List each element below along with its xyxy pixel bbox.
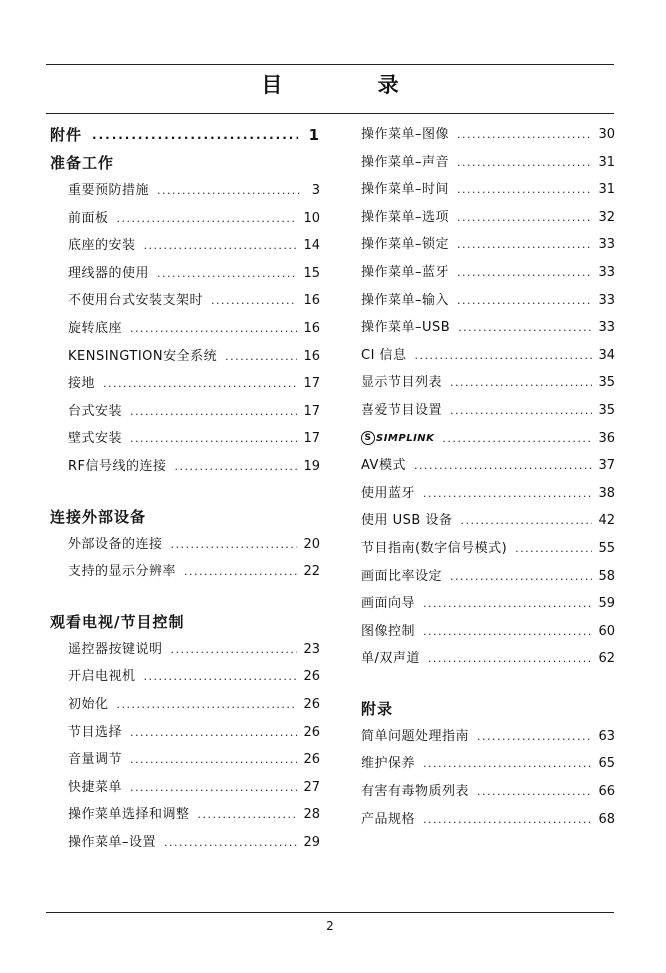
toc-entry-label: RF信号线的连接 [68, 458, 167, 474]
toc-page-number: 16 [303, 293, 320, 309]
dot-leader [164, 829, 297, 857]
toc-page-number: 20 [303, 536, 320, 552]
toc-page-number: 59 [598, 596, 615, 612]
toc-entry[interactable] [50, 287, 320, 315]
toc-entry[interactable] [50, 398, 320, 426]
toc-entry-label: 不使用台式安装支架时 [68, 293, 204, 309]
toc-page-number: 26 [303, 669, 320, 685]
toc-entry[interactable] [50, 205, 320, 233]
toc-entry-label: 画面比率设定 [361, 568, 443, 584]
toc-entry[interactable] [361, 121, 615, 149]
top-rule [46, 64, 614, 65]
toc-entry[interactable] [361, 287, 615, 315]
dot-leader [515, 535, 592, 563]
toc-entry[interactable] [361, 750, 615, 778]
dot-leader [92, 121, 298, 149]
toc-entry[interactable] [361, 231, 615, 259]
toc-page-number: 32 [598, 209, 615, 225]
toc-entry-label: 支持的显示分辨率 [68, 564, 177, 580]
toc-entry[interactable] [50, 343, 320, 371]
toc-entry[interactable] [50, 232, 320, 260]
dot-leader [458, 314, 592, 342]
toc-entry-label: KENSINGTION安全系统 [68, 348, 218, 364]
toc-entry-label: 操作菜单–锁定 [361, 237, 450, 253]
toc-page-number: 35 [598, 402, 615, 418]
dot-leader [130, 398, 297, 426]
toc-entry[interactable] [361, 778, 615, 806]
toc-entry-label: 壁式安装 [68, 431, 123, 447]
dot-leader [103, 370, 297, 398]
toc-entry-label: 接地 [68, 376, 96, 392]
toc-page-number: 10 [303, 210, 320, 226]
toc-entry[interactable] [50, 801, 320, 829]
toc-entry[interactable] [50, 558, 320, 586]
toc-page-number: 37 [598, 458, 615, 474]
toc-entry[interactable] [361, 618, 615, 646]
dot-leader [450, 397, 592, 425]
toc-entry-label: 产品规格 [361, 811, 416, 827]
dot-leader [144, 663, 298, 691]
toc-entry-label: 操作菜单选择和调整 [68, 807, 190, 823]
toc-entry-label: 底座的安装 [68, 238, 136, 254]
toc-right-column [361, 121, 615, 833]
toc-page-number: 26 [303, 696, 320, 712]
toc-entry-label: 操作菜单–选项 [361, 209, 450, 225]
dot-leader [415, 342, 593, 370]
toc-entry-label: 单/双声道 [361, 651, 420, 667]
toc-entry-attachments[interactable] [50, 121, 320, 149]
dot-leader [175, 453, 298, 481]
toc-entry[interactable] [361, 369, 615, 397]
dot-leader [423, 806, 592, 834]
dot-leader [184, 558, 297, 586]
toc-entry[interactable] [361, 259, 615, 287]
dot-leader [457, 287, 592, 315]
toc-entry-label: 操作菜单–设置 [68, 834, 157, 850]
toc-entry[interactable] [50, 315, 320, 343]
dot-leader [144, 232, 298, 260]
dot-leader [460, 507, 592, 535]
toc-page-number: 31 [598, 154, 615, 170]
toc-page-number: 16 [303, 320, 320, 336]
dot-leader [477, 778, 592, 806]
toc-entry[interactable] [361, 397, 615, 425]
toc-page-number: 62 [598, 651, 615, 667]
dot-leader [130, 425, 297, 453]
toc-page-number: 31 [598, 182, 615, 198]
toc-entry[interactable] [361, 590, 615, 618]
toc-entry[interactable] [361, 723, 615, 751]
toc-page-number: 1 [308, 126, 320, 144]
dot-leader [171, 636, 298, 664]
toc-entry-label: 遥控器按键说明 [68, 641, 163, 657]
toc-page-number: 35 [598, 375, 615, 391]
section-heading-tv: 观看电视/节目控制 [50, 612, 185, 631]
toc-page-number: 63 [598, 728, 615, 744]
toc-entry[interactable] [50, 774, 320, 802]
toc-entry[interactable] [361, 480, 615, 508]
toc-entry[interactable] [361, 563, 615, 591]
section-heading-prep: 准备工作 [50, 154, 115, 172]
toc-page-number: 42 [598, 513, 615, 529]
footer-rule [46, 912, 614, 913]
dot-leader [157, 260, 297, 288]
toc-page-number: 16 [303, 348, 320, 364]
toc-entry[interactable] [50, 691, 320, 719]
spacer [50, 586, 320, 608]
toc-page-number: 58 [598, 568, 615, 584]
dot-leader [423, 480, 592, 508]
toc-entry[interactable] [50, 260, 320, 288]
toc-entry-label: 操作菜单–USB [361, 320, 451, 336]
toc-entry[interactable] [50, 425, 320, 453]
dot-leader [423, 750, 592, 778]
toc-entry[interactable] [50, 453, 320, 481]
dot-leader [457, 149, 592, 177]
section-heading-appendix: 附录 [361, 699, 394, 718]
page-number: 2 [326, 919, 334, 933]
toc-entry[interactable] [361, 535, 615, 563]
toc-page-number: 22 [303, 564, 320, 580]
dot-leader [457, 204, 592, 232]
title-rule [46, 113, 614, 114]
dot-leader [130, 774, 297, 802]
dot-leader [198, 801, 298, 829]
section-heading-external: 连接外部设备 [50, 507, 147, 526]
dot-leader [130, 746, 297, 774]
toc-page-number: 33 [598, 237, 615, 253]
toc-page-number: 14 [303, 238, 320, 254]
toc-entry-label: 音量调节 [68, 752, 123, 768]
toc-entry-label: 简单问题处理指南 [361, 728, 470, 744]
dot-leader [117, 691, 298, 719]
toc-page-number: 15 [303, 265, 320, 281]
toc-page-number: 19 [303, 458, 320, 474]
spacer [361, 673, 615, 695]
toc-page-number: 36 [598, 430, 615, 446]
toc-page-number: 30 [598, 127, 615, 142]
toc-entry-label: AV模式 [361, 458, 406, 474]
toc-left-column [50, 121, 320, 856]
toc-entry-label: 操作菜单–图像 [361, 127, 450, 142]
dot-leader [450, 563, 592, 591]
toc-entry-label: 操作菜单–输入 [361, 292, 450, 308]
dot-leader [423, 618, 592, 646]
section-appendix-list [361, 723, 615, 833]
toc-page-number: 23 [303, 641, 320, 657]
toc-entry-simplink[interactable] [361, 425, 615, 453]
toc-page-number: 38 [598, 485, 615, 501]
toc-entry[interactable] [361, 452, 615, 480]
dot-leader [211, 287, 297, 315]
dot-leader [157, 177, 300, 205]
toc-entry-label: 初始化 [68, 696, 109, 712]
toc-entry[interactable] [361, 204, 615, 232]
toc-entry-label: 显示节目列表 [361, 375, 443, 391]
toc-entry-label: 节目选择 [68, 724, 123, 740]
toc-entry-label: 操作菜单–时间 [361, 182, 450, 198]
toc-entry[interactable] [50, 636, 320, 664]
toc-entry[interactable] [361, 645, 615, 673]
dot-leader [477, 723, 592, 751]
dot-leader [130, 719, 297, 747]
toc-entry-label: 操作菜单–声音 [361, 154, 450, 170]
dot-leader [457, 231, 592, 259]
toc-entry-label: 维护保养 [361, 756, 416, 772]
toc-entry-label: 图像控制 [361, 623, 416, 639]
toc-entry-label: 节目指南(数字信号模式) [361, 540, 508, 556]
toc-entry-label: 旋转底座 [68, 320, 123, 336]
toc-entry-label: 画面向导 [361, 596, 416, 612]
dot-leader [130, 315, 297, 343]
toc-entry-label: 有害有毒物质列表 [361, 784, 470, 800]
toc-section-label: 附件 [50, 126, 83, 144]
toc-page-number: 66 [598, 784, 615, 800]
toc-entry-label: 喜爱节目设置 [361, 402, 443, 418]
section-prep-list [50, 177, 320, 481]
dot-leader [450, 369, 592, 397]
dot-leader [171, 531, 298, 559]
dot-leader [414, 452, 592, 480]
toc-entry-label: 重要预防措施 [68, 183, 150, 198]
toc-entry-label: 使用 USB 设备 [361, 513, 453, 529]
toc-page-number: 3 [311, 183, 320, 198]
toc-page-number: 27 [303, 779, 320, 795]
toc-entry-label: CI 信息 [361, 347, 407, 363]
toc-page-number: 65 [598, 756, 615, 772]
toc-entry[interactable] [361, 176, 615, 204]
toc-entry[interactable] [50, 746, 320, 774]
toc-entry[interactable] [50, 663, 320, 691]
toc-entry[interactable] [50, 531, 320, 559]
toc-entry[interactable] [50, 177, 320, 205]
toc-entry[interactable] [50, 829, 320, 857]
section-external-list [50, 531, 320, 586]
dot-leader [442, 425, 592, 453]
dot-leader [225, 343, 297, 371]
toc-page-number: 26 [303, 724, 320, 740]
toc-page-number: 17 [303, 403, 320, 419]
toc-entry-label: 操作菜单–蓝牙 [361, 264, 450, 280]
toc-entry-label: 外部设备的连接 [68, 536, 163, 552]
section-tv-list [50, 636, 320, 857]
spacer [50, 481, 320, 503]
toc-page-number: 28 [303, 807, 320, 823]
toc-entry-label: 开启电视机 [68, 669, 136, 685]
toc-page-number: 26 [303, 752, 320, 768]
toc-entry[interactable] [361, 149, 615, 177]
toc-entry[interactable] [361, 806, 615, 834]
page-title: 目 录 [261, 73, 443, 97]
toc-page-number: 33 [598, 264, 615, 280]
toc-entry-label: 台式安装 [68, 403, 123, 419]
dot-leader [117, 205, 298, 233]
dot-leader [457, 121, 592, 149]
toc-entry[interactable] [361, 507, 615, 535]
toc-entry-label: 前面板 [68, 210, 109, 226]
toc-page-number: 68 [598, 811, 615, 827]
toc-page-number: 60 [598, 623, 615, 639]
toc-entry-label: 使用蓝牙 [361, 485, 416, 501]
toc-page-number: 29 [303, 834, 320, 850]
toc-entry-label: 快捷菜单 [68, 779, 123, 795]
dot-leader [457, 259, 592, 287]
toc-page-number: 55 [598, 540, 615, 556]
toc-page-number: 33 [598, 320, 615, 336]
toc-page-number: 17 [303, 431, 320, 447]
toc-entry[interactable] [361, 342, 615, 370]
simplink-logo [361, 425, 434, 453]
dot-leader [457, 176, 592, 204]
toc-entry-label: 理线器的使用 [68, 265, 150, 281]
toc-page-number: 34 [598, 347, 615, 363]
toc-entry[interactable] [50, 719, 320, 747]
toc-entry[interactable] [361, 314, 615, 342]
dot-leader [423, 590, 592, 618]
toc-entry[interactable] [50, 370, 320, 398]
simplink-s-icon: S [361, 431, 375, 445]
toc-page-number: 17 [303, 376, 320, 392]
simplink-text: SIMPLINK [376, 432, 435, 444]
dot-leader [428, 645, 593, 673]
toc-page-number: 33 [598, 292, 615, 308]
